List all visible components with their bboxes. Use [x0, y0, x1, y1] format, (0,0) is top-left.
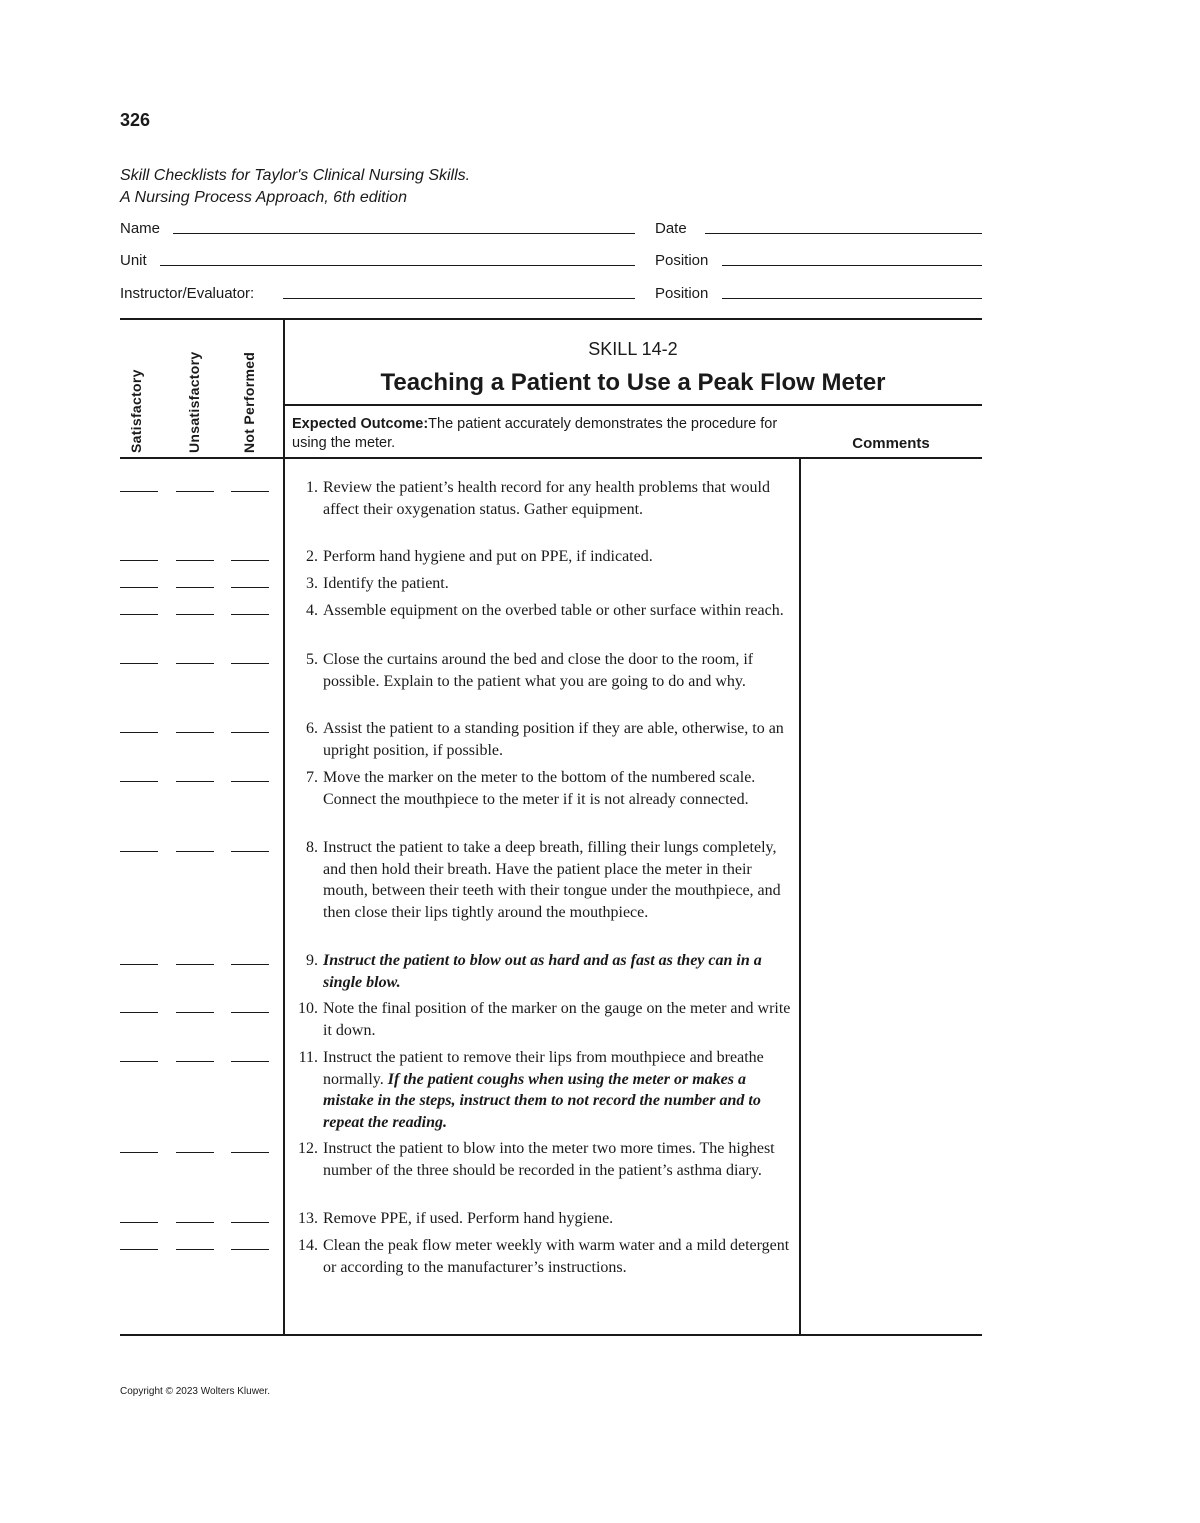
expected-outcome-label: Expected Outcome: — [292, 416, 429, 432]
position-field[interactable] — [722, 265, 982, 266]
unsatisfactory-blank[interactable] — [176, 781, 214, 782]
step-text — [323, 546, 795, 568]
expected-outcome-text: The patient accurately demonstrates the procedure for using the meter. — [292, 416, 778, 451]
checklist-step — [290, 600, 795, 622]
step-number: 4. — [306, 602, 318, 619]
step-number: 8. — [306, 839, 318, 856]
step-text — [323, 649, 795, 692]
unsatisfactory-blank[interactable] — [176, 964, 214, 965]
satisfactory-blank[interactable] — [120, 560, 158, 561]
satisfactory-blank[interactable] — [120, 851, 158, 852]
unit-field[interactable] — [160, 265, 635, 266]
step-number: 7. — [306, 769, 318, 786]
checklist-step — [290, 546, 795, 568]
skill-number: SKILL 14-2 — [588, 339, 678, 359]
satisfactory-blank[interactable] — [120, 781, 158, 782]
step-text-part: Assemble equipment on the overbed table or other surface within reach. — [323, 602, 784, 619]
checklist-step — [290, 837, 795, 923]
not-performed-blank[interactable] — [231, 560, 269, 561]
step-number: 14. — [298, 1237, 318, 1254]
unsatisfactory-blank[interactable] — [176, 851, 214, 852]
step-text — [323, 837, 795, 923]
step-text-part: Instruct the patient to take a deep breath, filling their lungs completely, and then hold their breath. Have the patient place the meter in their mouth, between their teeth with their tongue under the mouthpiece, and then close their lips tightly around the mouthpiece. — [323, 839, 781, 921]
unsatisfactory-header: Unsatisfactory — [186, 351, 202, 453]
title-divider — [284, 404, 982, 406]
position-2-field[interactable] — [722, 298, 982, 299]
position-label: Position — [655, 252, 709, 269]
not-performed-blank[interactable] — [231, 964, 269, 965]
unsatisfactory-blank[interactable] — [176, 1061, 214, 1062]
step-number: 1. — [306, 479, 318, 496]
step-text — [323, 1138, 795, 1181]
checklist-step — [290, 718, 795, 761]
book-title-line-1: Skill Checklists for Taylor's Clinical Nursing Skills. — [120, 167, 471, 184]
checklist-step — [290, 477, 795, 520]
step-number: 3. — [306, 575, 318, 592]
satisfactory-blank[interactable] — [120, 663, 158, 664]
satisfactory-header: Satisfactory — [128, 369, 144, 453]
satisfactory-blank[interactable] — [120, 1061, 158, 1062]
name-label: Name — [120, 220, 161, 237]
step-text — [323, 718, 795, 761]
table-top-rule — [120, 318, 982, 320]
comments-header: Comments — [852, 435, 930, 452]
unsatisfactory-blank[interactable] — [176, 1152, 214, 1153]
expected-outcome — [292, 415, 792, 453]
comments-divider — [799, 458, 801, 1336]
unsatisfactory-blank[interactable] — [176, 1249, 214, 1250]
satisfactory-blank[interactable] — [120, 964, 158, 965]
step-number: 2. — [306, 548, 318, 565]
step-text — [323, 1235, 795, 1278]
step-number: 6. — [306, 720, 318, 737]
satisfactory-blank[interactable] — [120, 1152, 158, 1153]
unsatisfactory-blank[interactable] — [176, 614, 214, 615]
checklist-step — [290, 649, 795, 692]
not-performed-blank[interactable] — [231, 1249, 269, 1250]
step-text — [323, 477, 795, 520]
step-text — [323, 1047, 795, 1133]
position-2-label: Position — [655, 285, 709, 302]
step-text-part: Instruct the patient to blow into the meter two more times. The highest number of the three should be recorded in the patient’s asthma diary. — [323, 1140, 775, 1179]
header-bottom-rule — [120, 457, 982, 459]
checklist-step — [290, 998, 795, 1041]
not-performed-header: Not Performed — [241, 351, 257, 453]
checklist-step — [290, 573, 795, 595]
step-number: 9. — [306, 952, 318, 969]
unsatisfactory-blank[interactable] — [176, 1012, 214, 1013]
checklist-step — [290, 767, 795, 810]
step-text-part: Close the curtains around the bed and close the door to the room, if possible. Explain to the patient what you are going to do and why. — [323, 651, 754, 690]
not-performed-blank[interactable] — [231, 851, 269, 852]
satisfactory-blank[interactable] — [120, 587, 158, 588]
unit-label: Unit — [120, 252, 147, 269]
not-performed-blank[interactable] — [231, 1152, 269, 1153]
table-left-divider — [283, 318, 285, 1336]
skill-title: Teaching a Patient to Use a Peak Flow Meter — [380, 369, 886, 396]
not-performed-blank[interactable] — [231, 781, 269, 782]
step-number: 10. — [298, 1000, 318, 1017]
unsatisfactory-blank[interactable] — [176, 1222, 214, 1223]
satisfactory-blank[interactable] — [120, 491, 158, 492]
step-text — [323, 767, 795, 810]
step-text — [323, 573, 795, 595]
step-text-part: Move the marker on the meter to the bottom of the numbered scale. Connect the mouthpiece to the meter if it is not already connected. — [323, 769, 756, 808]
step-text-emphasis: Instruct the patient to blow out as hard and as fast as they can in a single blow. — [323, 952, 762, 991]
book-title-line-2: A Nursing Process Approach, 6th edition — [120, 189, 407, 206]
table-bottom-rule — [120, 1334, 982, 1336]
unsatisfactory-blank[interactable] — [176, 560, 214, 561]
step-text — [323, 950, 795, 993]
not-performed-blank[interactable] — [231, 587, 269, 588]
step-text-part: Assist the patient to a standing position if they are able, otherwise, to an upright position, if possible. — [323, 720, 784, 759]
checklist-step — [290, 1047, 795, 1133]
satisfactory-blank[interactable] — [120, 614, 158, 615]
unsatisfactory-blank[interactable] — [176, 732, 214, 733]
checklist-step — [290, 1208, 795, 1230]
name-field[interactable] — [173, 233, 635, 234]
instructor-field[interactable] — [283, 298, 635, 299]
step-text-part: Instruct the patient to remove their lips from mouthpiece and breathe normally. — [323, 1049, 764, 1088]
step-number: 11. — [298, 1049, 318, 1066]
step-number: 13. — [298, 1210, 318, 1227]
step-text — [323, 1208, 795, 1230]
copyright: Copyright © 2023 Wolters Kluwer. — [120, 1386, 271, 1397]
not-performed-blank[interactable] — [231, 491, 269, 492]
satisfactory-blank[interactable] — [120, 1012, 158, 1013]
satisfactory-blank[interactable] — [120, 1249, 158, 1250]
satisfactory-blank[interactable] — [120, 1222, 158, 1223]
not-performed-blank[interactable] — [231, 1012, 269, 1013]
unsatisfactory-blank[interactable] — [176, 663, 214, 664]
step-text-part: Identify the patient. — [323, 575, 449, 592]
checklist-step — [290, 1138, 795, 1181]
step-number: 5. — [306, 651, 318, 668]
unsatisfactory-blank[interactable] — [176, 587, 214, 588]
not-performed-blank[interactable] — [231, 1222, 269, 1223]
satisfactory-blank[interactable] — [120, 732, 158, 733]
step-text — [323, 998, 795, 1041]
step-text-part: Clean the peak flow meter weekly with warm water and a mild detergent or according to the manufacturer’s instructions. — [323, 1237, 790, 1276]
instructor-label: Instructor/Evaluator: — [120, 285, 255, 302]
step-text-part: Perform hand hygiene and put on PPE, if indicated. — [323, 548, 653, 565]
not-performed-blank[interactable] — [231, 732, 269, 733]
checklist-step — [290, 1235, 795, 1278]
not-performed-blank[interactable] — [231, 614, 269, 615]
step-text-part: Remove PPE, if used. Perform hand hygiene. — [323, 1210, 614, 1227]
not-performed-blank[interactable] — [231, 663, 269, 664]
page-number: 326 — [120, 110, 151, 130]
book-title — [120, 165, 470, 209]
step-text-emphasis: If the patient coughs when using the meter or makes a mistake in the steps, instruct them to not record the number and to repeat the reading. — [323, 1070, 761, 1131]
unsatisfactory-blank[interactable] — [176, 491, 214, 492]
date-field[interactable] — [705, 233, 982, 234]
date-label: Date — [655, 220, 687, 237]
step-number: 12. — [298, 1140, 318, 1157]
checklist-step — [290, 950, 795, 993]
step-text-part: Review the patient’s health record for any health problems that would affect their oxygenation status. Gather equipment. — [323, 479, 770, 518]
not-performed-blank[interactable] — [231, 1061, 269, 1062]
step-text — [323, 600, 795, 622]
step-text-part: Note the final position of the marker on the gauge on the meter and write it down. — [323, 1000, 791, 1039]
